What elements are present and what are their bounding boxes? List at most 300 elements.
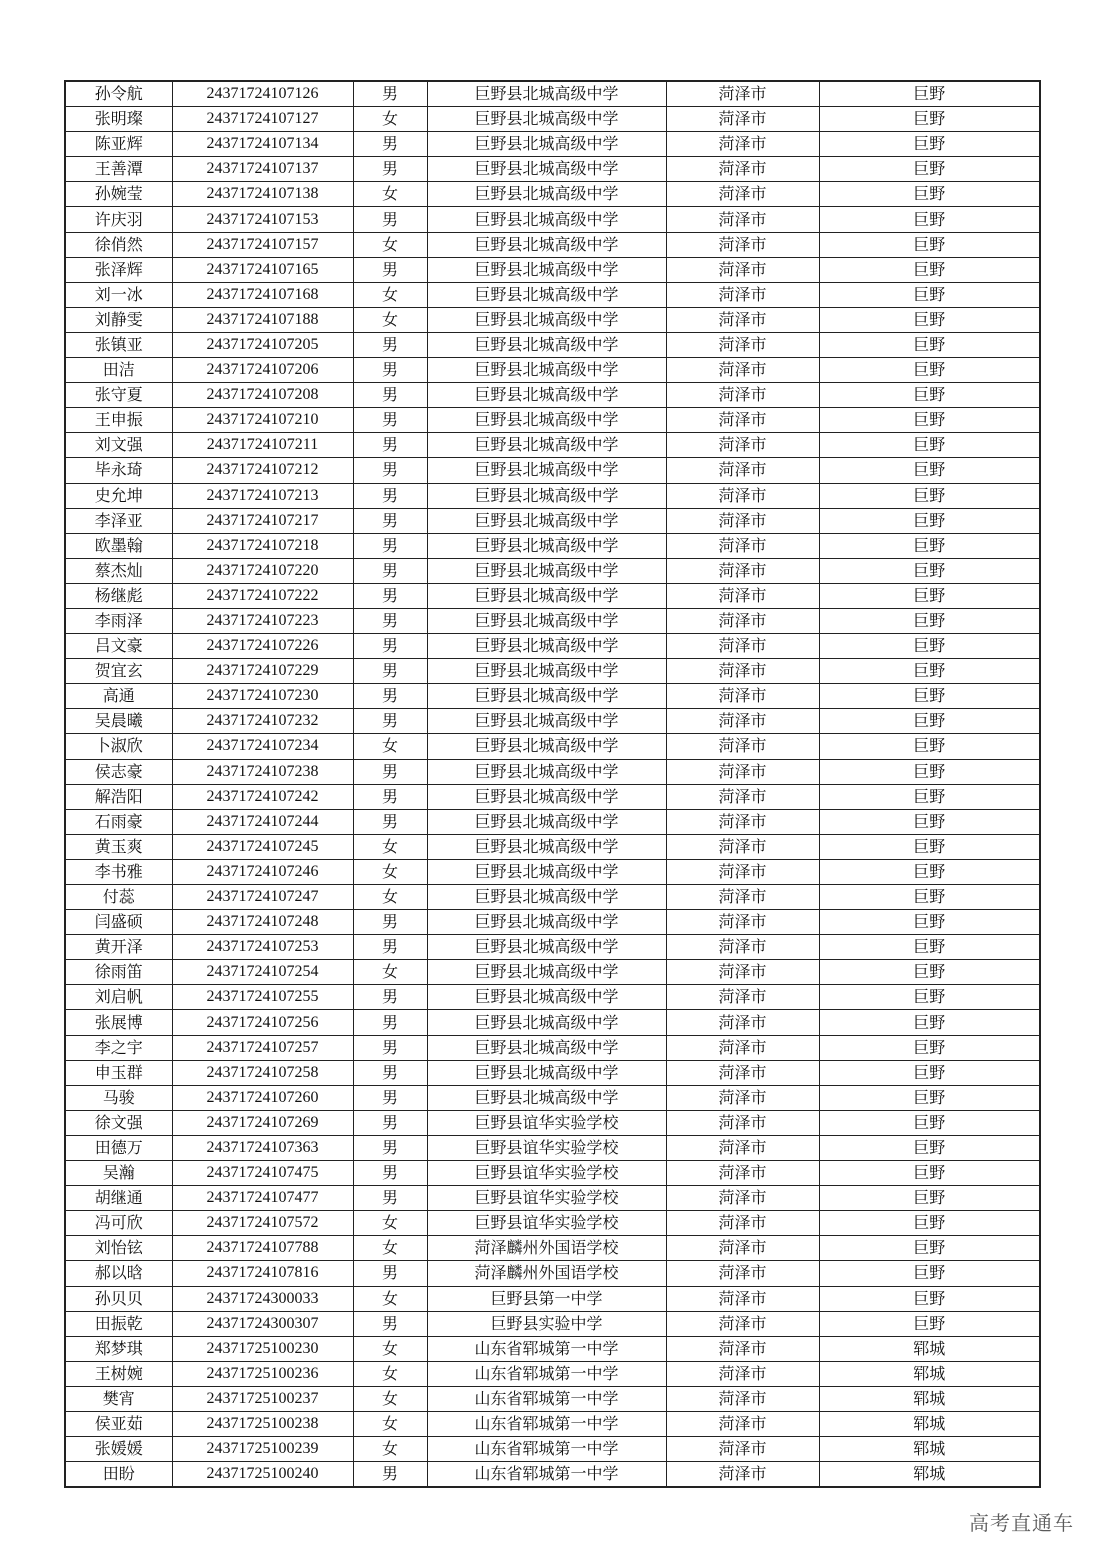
cell-school: 菏泽麟州外国语学校 bbox=[427, 1236, 666, 1261]
cell-school: 巨野县谊华实验学校 bbox=[427, 1135, 666, 1160]
cell-county: 巨野 bbox=[819, 81, 1040, 107]
cell-school: 巨野县北城高级中学 bbox=[427, 910, 666, 935]
cell-exam-id: 24371724107218 bbox=[172, 533, 353, 558]
cell-county: 巨野 bbox=[819, 1236, 1040, 1261]
cell-county: 巨野 bbox=[819, 885, 1040, 910]
cell-gender: 男 bbox=[353, 608, 427, 633]
cell-school: 巨野县北城高级中学 bbox=[427, 207, 666, 232]
cell-school: 巨野县北城高级中学 bbox=[427, 383, 666, 408]
cell-gender: 女 bbox=[353, 1236, 427, 1261]
cell-county: 巨野 bbox=[819, 182, 1040, 207]
cell-exam-id: 24371724107244 bbox=[172, 809, 353, 834]
cell-exam-id: 24371724300307 bbox=[172, 1311, 353, 1336]
cell-school: 巨野县北城高级中学 bbox=[427, 182, 666, 207]
cell-exam-id: 24371724107217 bbox=[172, 508, 353, 533]
cell-exam-id: 24371724107126 bbox=[172, 81, 353, 107]
cell-school: 巨野县北城高级中学 bbox=[427, 358, 666, 383]
roster-sheet bbox=[64, 80, 1039, 1488]
cell-gender: 男 bbox=[353, 1135, 427, 1160]
cell-school: 巨野县北城高级中学 bbox=[427, 734, 666, 759]
cell-county: 巨野 bbox=[819, 232, 1040, 257]
cell-county: 郓城 bbox=[819, 1361, 1040, 1386]
table-row bbox=[65, 132, 1040, 157]
cell-school: 巨野县北城高级中学 bbox=[427, 132, 666, 157]
table-row bbox=[65, 383, 1040, 408]
cell-name: 徐雨笛 bbox=[65, 960, 172, 985]
table-row bbox=[65, 1035, 1040, 1060]
cell-county: 巨野 bbox=[819, 332, 1040, 357]
cell-school: 山东省郓城第一中学 bbox=[427, 1462, 666, 1488]
cell-school: 巨野县北城高级中学 bbox=[427, 809, 666, 834]
cell-city: 菏泽市 bbox=[666, 960, 819, 985]
cell-county: 巨野 bbox=[819, 107, 1040, 132]
cell-school: 山东省郓城第一中学 bbox=[427, 1386, 666, 1411]
cell-name: 李雨泽 bbox=[65, 608, 172, 633]
cell-school: 巨野县北城高级中学 bbox=[427, 558, 666, 583]
cell-name: 孙婉莹 bbox=[65, 182, 172, 207]
table-row bbox=[65, 1462, 1040, 1488]
cell-name: 闫盛硕 bbox=[65, 910, 172, 935]
cell-school: 巨野县谊华实验学校 bbox=[427, 1211, 666, 1236]
cell-gender: 男 bbox=[353, 383, 427, 408]
cell-exam-id: 24371724107226 bbox=[172, 634, 353, 659]
cell-exam-id: 24371724300033 bbox=[172, 1286, 353, 1311]
table-row bbox=[65, 508, 1040, 533]
cell-city: 菏泽市 bbox=[666, 1411, 819, 1436]
cell-exam-id: 24371724107475 bbox=[172, 1161, 353, 1186]
cell-city: 菏泽市 bbox=[666, 910, 819, 935]
cell-county: 巨野 bbox=[819, 132, 1040, 157]
cell-gender: 男 bbox=[353, 81, 427, 107]
table-row bbox=[65, 1261, 1040, 1286]
cell-exam-id: 24371724107245 bbox=[172, 834, 353, 859]
table-row bbox=[65, 935, 1040, 960]
cell-exam-id: 24371724107137 bbox=[172, 157, 353, 182]
cell-gender: 女 bbox=[353, 859, 427, 884]
cell-city: 菏泽市 bbox=[666, 182, 819, 207]
cell-school: 巨野县第一中学 bbox=[427, 1286, 666, 1311]
cell-gender: 男 bbox=[353, 634, 427, 659]
cell-name: 黄玉爽 bbox=[65, 834, 172, 859]
cell-name: 付蕊 bbox=[65, 885, 172, 910]
cell-school: 山东省郓城第一中学 bbox=[427, 1411, 666, 1436]
cell-school: 巨野县北城高级中学 bbox=[427, 1010, 666, 1035]
cell-gender: 男 bbox=[353, 935, 427, 960]
cell-name: 张媛媛 bbox=[65, 1437, 172, 1462]
cell-city: 菏泽市 bbox=[666, 307, 819, 332]
cell-gender: 男 bbox=[353, 1110, 427, 1135]
cell-school: 巨野县北城高级中学 bbox=[427, 433, 666, 458]
table-row bbox=[65, 107, 1040, 132]
cell-city: 菏泽市 bbox=[666, 107, 819, 132]
cell-gender: 男 bbox=[353, 508, 427, 533]
cell-name: 史允坤 bbox=[65, 483, 172, 508]
cell-city: 菏泽市 bbox=[666, 1035, 819, 1060]
cell-name: 刘一冰 bbox=[65, 282, 172, 307]
cell-gender: 女 bbox=[353, 1286, 427, 1311]
cell-school: 巨野县北城高级中学 bbox=[427, 834, 666, 859]
table-row bbox=[65, 408, 1040, 433]
cell-county: 巨野 bbox=[819, 1060, 1040, 1085]
cell-school: 菏泽麟州外国语学校 bbox=[427, 1261, 666, 1286]
cell-school: 巨野县北城高级中学 bbox=[427, 483, 666, 508]
cell-school: 巨野县北城高级中学 bbox=[427, 684, 666, 709]
cell-city: 菏泽市 bbox=[666, 1211, 819, 1236]
cell-name: 吴瀚 bbox=[65, 1161, 172, 1186]
cell-county: 巨野 bbox=[819, 1085, 1040, 1110]
cell-gender: 男 bbox=[353, 784, 427, 809]
cell-city: 菏泽市 bbox=[666, 659, 819, 684]
cell-county: 巨野 bbox=[819, 809, 1040, 834]
cell-gender: 男 bbox=[353, 809, 427, 834]
cell-name: 胡继通 bbox=[65, 1186, 172, 1211]
cell-exam-id: 24371724107153 bbox=[172, 207, 353, 232]
table-row bbox=[65, 608, 1040, 633]
cell-school: 巨野县谊华实验学校 bbox=[427, 1110, 666, 1135]
table-row bbox=[65, 1361, 1040, 1386]
table-row bbox=[65, 809, 1040, 834]
cell-name: 张镇亚 bbox=[65, 332, 172, 357]
cell-gender: 女 bbox=[353, 1361, 427, 1386]
cell-exam-id: 24371725100236 bbox=[172, 1361, 353, 1386]
cell-exam-id: 24371724107572 bbox=[172, 1211, 353, 1236]
cell-name: 马骏 bbox=[65, 1085, 172, 1110]
table-row bbox=[65, 1186, 1040, 1211]
cell-name: 石雨豪 bbox=[65, 809, 172, 834]
cell-exam-id: 24371724107229 bbox=[172, 659, 353, 684]
cell-name: 高通 bbox=[65, 684, 172, 709]
cell-gender: 女 bbox=[353, 885, 427, 910]
cell-city: 菏泽市 bbox=[666, 684, 819, 709]
table-row bbox=[65, 358, 1040, 383]
cell-city: 菏泽市 bbox=[666, 81, 819, 107]
cell-county: 巨野 bbox=[819, 784, 1040, 809]
cell-city: 菏泽市 bbox=[666, 985, 819, 1010]
table-row bbox=[65, 558, 1040, 583]
cell-exam-id: 24371724107248 bbox=[172, 910, 353, 935]
cell-city: 菏泽市 bbox=[666, 1386, 819, 1411]
cell-exam-id: 24371724107788 bbox=[172, 1236, 353, 1261]
cell-county: 郓城 bbox=[819, 1437, 1040, 1462]
cell-name: 李之宇 bbox=[65, 1035, 172, 1060]
cell-exam-id: 24371724107234 bbox=[172, 734, 353, 759]
table-row bbox=[65, 1085, 1040, 1110]
cell-gender: 女 bbox=[353, 282, 427, 307]
cell-county: 巨野 bbox=[819, 383, 1040, 408]
cell-exam-id: 24371724107238 bbox=[172, 759, 353, 784]
table-row bbox=[65, 282, 1040, 307]
cell-gender: 女 bbox=[353, 1386, 427, 1411]
cell-city: 菏泽市 bbox=[666, 157, 819, 182]
cell-name: 田洁 bbox=[65, 358, 172, 383]
cell-school: 巨野县谊华实验学校 bbox=[427, 1186, 666, 1211]
cell-county: 巨野 bbox=[819, 634, 1040, 659]
cell-gender: 男 bbox=[353, 1010, 427, 1035]
cell-school: 巨野县北城高级中学 bbox=[427, 458, 666, 483]
cell-county: 巨野 bbox=[819, 558, 1040, 583]
table-row bbox=[65, 1161, 1040, 1186]
cell-name: 徐俏然 bbox=[65, 232, 172, 257]
cell-gender: 男 bbox=[353, 358, 427, 383]
cell-name: 贺宜玄 bbox=[65, 659, 172, 684]
cell-name: 王善潭 bbox=[65, 157, 172, 182]
cell-name: 黄开泽 bbox=[65, 935, 172, 960]
table-row bbox=[65, 458, 1040, 483]
cell-gender: 女 bbox=[353, 182, 427, 207]
table-row bbox=[65, 182, 1040, 207]
cell-exam-id: 24371725100239 bbox=[172, 1437, 353, 1462]
cell-name: 樊宵 bbox=[65, 1386, 172, 1411]
table-row bbox=[65, 684, 1040, 709]
cell-exam-id: 24371724107230 bbox=[172, 684, 353, 709]
cell-county: 巨野 bbox=[819, 483, 1040, 508]
table-row bbox=[65, 232, 1040, 257]
cell-school: 巨野县北城高级中学 bbox=[427, 408, 666, 433]
cell-school: 巨野县北城高级中学 bbox=[427, 583, 666, 608]
cell-gender: 女 bbox=[353, 1411, 427, 1436]
cell-exam-id: 24371724107363 bbox=[172, 1135, 353, 1160]
cell-name: 欧墨翰 bbox=[65, 533, 172, 558]
cell-city: 菏泽市 bbox=[666, 759, 819, 784]
cell-city: 菏泽市 bbox=[666, 558, 819, 583]
cell-city: 菏泽市 bbox=[666, 1462, 819, 1488]
cell-name: 王申振 bbox=[65, 408, 172, 433]
cell-exam-id: 24371724107168 bbox=[172, 282, 353, 307]
cell-school: 巨野县北城高级中学 bbox=[427, 157, 666, 182]
cell-school: 巨野县北城高级中学 bbox=[427, 1060, 666, 1085]
cell-county: 郓城 bbox=[819, 1411, 1040, 1436]
cell-exam-id: 24371724107206 bbox=[172, 358, 353, 383]
cell-city: 菏泽市 bbox=[666, 784, 819, 809]
cell-school: 巨野县北城高级中学 bbox=[427, 960, 666, 985]
table-row bbox=[65, 1386, 1040, 1411]
cell-school: 巨野县北城高级中学 bbox=[427, 759, 666, 784]
cell-city: 菏泽市 bbox=[666, 1186, 819, 1211]
cell-city: 菏泽市 bbox=[666, 1010, 819, 1035]
table-row bbox=[65, 709, 1040, 734]
cell-city: 菏泽市 bbox=[666, 132, 819, 157]
cell-city: 菏泽市 bbox=[666, 1161, 819, 1186]
cell-county: 巨野 bbox=[819, 935, 1040, 960]
cell-county: 巨野 bbox=[819, 1211, 1040, 1236]
cell-county: 巨野 bbox=[819, 1311, 1040, 1336]
cell-county: 巨野 bbox=[819, 734, 1040, 759]
cell-name: 王树婉 bbox=[65, 1361, 172, 1386]
cell-exam-id: 24371724107477 bbox=[172, 1186, 353, 1211]
cell-name: 卜淑欣 bbox=[65, 734, 172, 759]
cell-county: 巨野 bbox=[819, 1110, 1040, 1135]
cell-exam-id: 24371724107258 bbox=[172, 1060, 353, 1085]
cell-school: 巨野县北城高级中学 bbox=[427, 1035, 666, 1060]
cell-city: 菏泽市 bbox=[666, 383, 819, 408]
table-row bbox=[65, 1110, 1040, 1135]
table-row bbox=[65, 985, 1040, 1010]
cell-exam-id: 24371724107816 bbox=[172, 1261, 353, 1286]
cell-gender: 男 bbox=[353, 483, 427, 508]
cell-gender: 男 bbox=[353, 558, 427, 583]
cell-gender: 男 bbox=[353, 132, 427, 157]
cell-city: 菏泽市 bbox=[666, 709, 819, 734]
cell-gender: 女 bbox=[353, 307, 427, 332]
cell-city: 菏泽市 bbox=[666, 1085, 819, 1110]
cell-exam-id: 24371724107222 bbox=[172, 583, 353, 608]
cell-school: 巨野县北城高级中学 bbox=[427, 659, 666, 684]
cell-exam-id: 24371724107246 bbox=[172, 859, 353, 884]
cell-exam-id: 24371724107212 bbox=[172, 458, 353, 483]
cell-exam-id: 24371724107253 bbox=[172, 935, 353, 960]
table-row bbox=[65, 634, 1040, 659]
cell-exam-id: 24371724107242 bbox=[172, 784, 353, 809]
cell-city: 菏泽市 bbox=[666, 1311, 819, 1336]
cell-city: 菏泽市 bbox=[666, 634, 819, 659]
cell-gender: 男 bbox=[353, 1161, 427, 1186]
table-row bbox=[65, 1437, 1040, 1462]
table-row bbox=[65, 1060, 1040, 1085]
cell-exam-id: 24371725100240 bbox=[172, 1462, 353, 1488]
table-row bbox=[65, 834, 1040, 859]
cell-gender: 男 bbox=[353, 257, 427, 282]
cell-exam-id: 24371725100238 bbox=[172, 1411, 353, 1436]
cell-name: 李书雅 bbox=[65, 859, 172, 884]
cell-city: 菏泽市 bbox=[666, 583, 819, 608]
cell-city: 菏泽市 bbox=[666, 1135, 819, 1160]
table-row bbox=[65, 1010, 1040, 1035]
cell-city: 菏泽市 bbox=[666, 433, 819, 458]
cell-city: 菏泽市 bbox=[666, 1361, 819, 1386]
table-row bbox=[65, 81, 1040, 107]
cell-city: 菏泽市 bbox=[666, 408, 819, 433]
table-row bbox=[65, 1135, 1040, 1160]
cell-city: 菏泽市 bbox=[666, 809, 819, 834]
cell-gender: 男 bbox=[353, 1035, 427, 1060]
cell-county: 郓城 bbox=[819, 1386, 1040, 1411]
table-row bbox=[65, 759, 1040, 784]
cell-city: 菏泽市 bbox=[666, 1060, 819, 1085]
cell-exam-id: 24371725100237 bbox=[172, 1386, 353, 1411]
cell-school: 巨野县北城高级中学 bbox=[427, 709, 666, 734]
cell-gender: 女 bbox=[353, 734, 427, 759]
cell-city: 菏泽市 bbox=[666, 1286, 819, 1311]
cell-county: 巨野 bbox=[819, 1035, 1040, 1060]
cell-gender: 女 bbox=[353, 1437, 427, 1462]
cell-name: 毕永琦 bbox=[65, 458, 172, 483]
cell-city: 菏泽市 bbox=[666, 533, 819, 558]
cell-city: 菏泽市 bbox=[666, 483, 819, 508]
cell-gender: 男 bbox=[353, 157, 427, 182]
cell-city: 菏泽市 bbox=[666, 885, 819, 910]
cell-gender: 男 bbox=[353, 1462, 427, 1488]
cell-county: 巨野 bbox=[819, 1135, 1040, 1160]
cell-gender: 女 bbox=[353, 960, 427, 985]
cell-county: 郓城 bbox=[819, 1462, 1040, 1488]
cell-school: 山东省郓城第一中学 bbox=[427, 1437, 666, 1462]
cell-exam-id: 24371724107205 bbox=[172, 332, 353, 357]
table-row bbox=[65, 659, 1040, 684]
cell-city: 菏泽市 bbox=[666, 608, 819, 633]
cell-gender: 男 bbox=[353, 1186, 427, 1211]
cell-name: 田德万 bbox=[65, 1135, 172, 1160]
cell-county: 巨野 bbox=[819, 1161, 1040, 1186]
cell-county: 巨野 bbox=[819, 583, 1040, 608]
cell-name: 吕文豪 bbox=[65, 634, 172, 659]
table-row bbox=[65, 960, 1040, 985]
cell-city: 菏泽市 bbox=[666, 1437, 819, 1462]
cell-school: 巨野县北城高级中学 bbox=[427, 1085, 666, 1110]
cell-exam-id: 24371724107256 bbox=[172, 1010, 353, 1035]
table-row bbox=[65, 1311, 1040, 1336]
cell-name: 刘静雯 bbox=[65, 307, 172, 332]
cell-school: 巨野县北城高级中学 bbox=[427, 307, 666, 332]
roster-table bbox=[64, 80, 1041, 1488]
cell-school: 巨野县北城高级中学 bbox=[427, 332, 666, 357]
cell-name: 杨继彪 bbox=[65, 583, 172, 608]
table-row bbox=[65, 734, 1040, 759]
cell-name: 陈亚辉 bbox=[65, 132, 172, 157]
cell-school: 巨野县北城高级中学 bbox=[427, 282, 666, 307]
cell-gender: 男 bbox=[353, 759, 427, 784]
cell-county: 巨野 bbox=[819, 709, 1040, 734]
cell-gender: 女 bbox=[353, 107, 427, 132]
cell-name: 郑梦琪 bbox=[65, 1336, 172, 1361]
cell-city: 菏泽市 bbox=[666, 508, 819, 533]
table-row bbox=[65, 910, 1040, 935]
cell-gender: 男 bbox=[353, 408, 427, 433]
cell-name: 张守夏 bbox=[65, 383, 172, 408]
cell-school: 巨野县北城高级中学 bbox=[427, 634, 666, 659]
table-row bbox=[65, 859, 1040, 884]
cell-city: 菏泽市 bbox=[666, 1336, 819, 1361]
cell-school: 巨野县北城高级中学 bbox=[427, 784, 666, 809]
table-row bbox=[65, 583, 1040, 608]
cell-county: 巨野 bbox=[819, 1010, 1040, 1035]
cell-name: 田振乾 bbox=[65, 1311, 172, 1336]
cell-county: 巨野 bbox=[819, 307, 1040, 332]
cell-exam-id: 24371724107255 bbox=[172, 985, 353, 1010]
cell-gender: 男 bbox=[353, 1311, 427, 1336]
cell-exam-id: 24371724107188 bbox=[172, 307, 353, 332]
table-row bbox=[65, 1286, 1040, 1311]
cell-name: 张泽辉 bbox=[65, 257, 172, 282]
cell-city: 菏泽市 bbox=[666, 859, 819, 884]
table-row bbox=[65, 784, 1040, 809]
cell-name: 蔡杰灿 bbox=[65, 558, 172, 583]
cell-county: 巨野 bbox=[819, 358, 1040, 383]
cell-gender: 男 bbox=[353, 1085, 427, 1110]
cell-gender: 女 bbox=[353, 1336, 427, 1361]
cell-name: 张明璨 bbox=[65, 107, 172, 132]
cell-exam-id: 24371725100230 bbox=[172, 1336, 353, 1361]
cell-exam-id: 24371724107157 bbox=[172, 232, 353, 257]
cell-name: 张展博 bbox=[65, 1010, 172, 1035]
table-row bbox=[65, 157, 1040, 182]
cell-city: 菏泽市 bbox=[666, 358, 819, 383]
cell-county: 巨野 bbox=[819, 985, 1040, 1010]
cell-city: 菏泽市 bbox=[666, 935, 819, 960]
cell-name: 孙令航 bbox=[65, 81, 172, 107]
cell-county: 巨野 bbox=[819, 659, 1040, 684]
table-row bbox=[65, 1411, 1040, 1436]
cell-county: 巨野 bbox=[819, 759, 1040, 784]
cell-county: 巨野 bbox=[819, 1286, 1040, 1311]
table-row bbox=[65, 533, 1040, 558]
cell-name: 李泽亚 bbox=[65, 508, 172, 533]
cell-name: 侯亚茹 bbox=[65, 1411, 172, 1436]
cell-county: 巨野 bbox=[819, 684, 1040, 709]
table-row bbox=[65, 1336, 1040, 1361]
cell-school: 山东省郓城第一中学 bbox=[427, 1336, 666, 1361]
cell-gender: 男 bbox=[353, 433, 427, 458]
table-row bbox=[65, 433, 1040, 458]
